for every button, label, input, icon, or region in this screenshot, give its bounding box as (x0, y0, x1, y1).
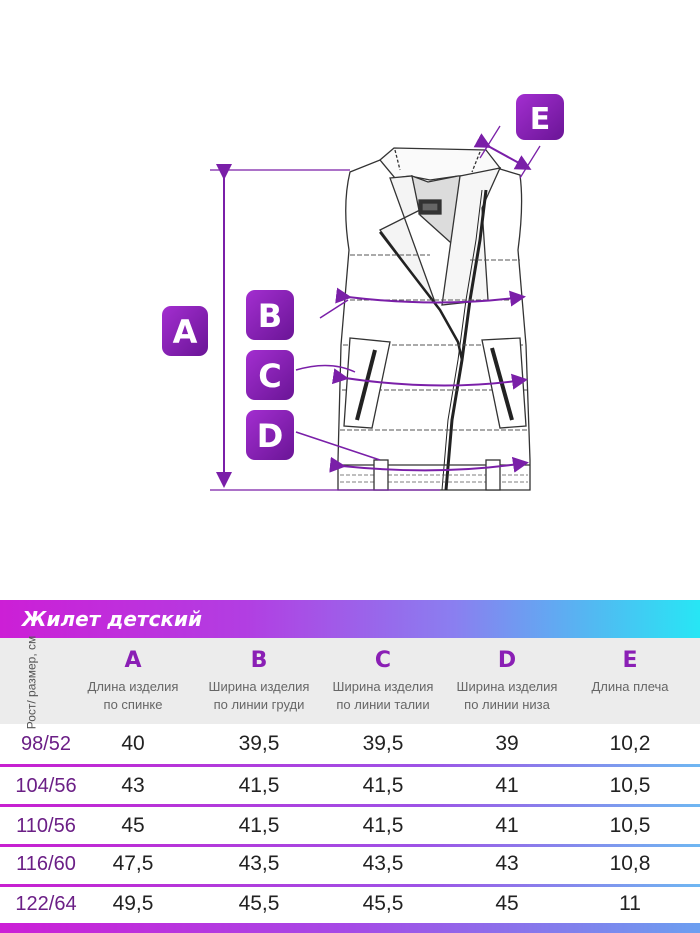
row-value-b: 43,5 (238, 852, 280, 875)
label-d (246, 410, 294, 460)
header-col-d (452, 646, 562, 714)
header-desc-e: Длина плеча (591, 679, 669, 694)
header-col-a (80, 646, 186, 714)
row-value-b: 45,5 (238, 892, 280, 915)
header-desc-c: Ширина изделия по линии талии (332, 679, 434, 712)
header-letter-a: A (124, 648, 142, 673)
vest-drawing (338, 148, 530, 490)
header-letter-c: C (374, 648, 392, 673)
row-value-a: 49,5 (112, 892, 154, 915)
label-c (246, 350, 294, 400)
header-desc-b: Ширина изделия по линии груди (208, 679, 310, 712)
bottom-bar (0, 923, 700, 933)
header-col-e (580, 646, 680, 696)
row-value-a: 47,5 (112, 852, 154, 875)
row-value-a: 40 (121, 732, 145, 755)
row-value-d: 41 (495, 814, 519, 837)
header-col-c (328, 646, 438, 714)
row-value-d: 41 (495, 774, 519, 797)
table-row (0, 884, 700, 924)
header-letter-e: E (622, 648, 638, 673)
row-value-a: 43 (121, 774, 145, 797)
table-header (0, 635, 700, 729)
row-value-e: 10,5 (609, 774, 651, 797)
row-value-b: 39,5 (238, 732, 280, 755)
row-value-c: 39,5 (362, 732, 404, 755)
header-col-b (204, 646, 314, 714)
row-value-c: 45,5 (362, 892, 404, 915)
table-row (0, 844, 700, 884)
header-letter-b: B (250, 648, 268, 673)
row-value-d: 39 (495, 732, 519, 755)
header-desc-a: Длина изделия по спинке (87, 679, 179, 712)
row-size: 104/56 (15, 775, 77, 797)
svg-text:D: D (256, 417, 284, 455)
row-size: 98/52 (20, 733, 72, 755)
row-value-e: 10,2 (609, 732, 651, 755)
row-size: 116/60 (16, 853, 76, 875)
row-value-d: 43 (495, 852, 519, 875)
svg-text:E: E (529, 102, 551, 137)
svg-text:C: C (258, 357, 282, 395)
table-row (0, 724, 700, 764)
row-value-e: 10,5 (609, 814, 651, 837)
svg-text:B: B (257, 297, 283, 335)
table-title-bar (0, 600, 700, 638)
header-letter-d: D (497, 648, 517, 673)
row-value-b: 41,5 (238, 814, 280, 837)
row-size: 110/56 (16, 815, 76, 837)
label-e (516, 94, 564, 140)
row-value-a: 45 (121, 814, 145, 837)
row-value-c: 41,5 (362, 814, 404, 837)
svg-text:A: A (172, 313, 198, 351)
label-a (162, 306, 208, 356)
row-value-c: 43,5 (362, 852, 404, 875)
header-desc-d: Ширина изделия по линии низа (456, 679, 558, 712)
row-value-d: 45 (495, 892, 519, 915)
row-size: 122/64 (15, 893, 77, 915)
table-row (0, 806, 700, 846)
table-row (0, 766, 700, 806)
header-size-label: Рост/ размер, см (24, 635, 39, 729)
row-value-b: 41,5 (238, 774, 280, 797)
table-title: Жилет детский (22, 607, 203, 631)
label-b (246, 290, 294, 340)
row-value-c: 41,5 (362, 774, 404, 797)
row-value-e: 11 (619, 892, 641, 915)
row-value-e: 10,8 (609, 852, 651, 875)
